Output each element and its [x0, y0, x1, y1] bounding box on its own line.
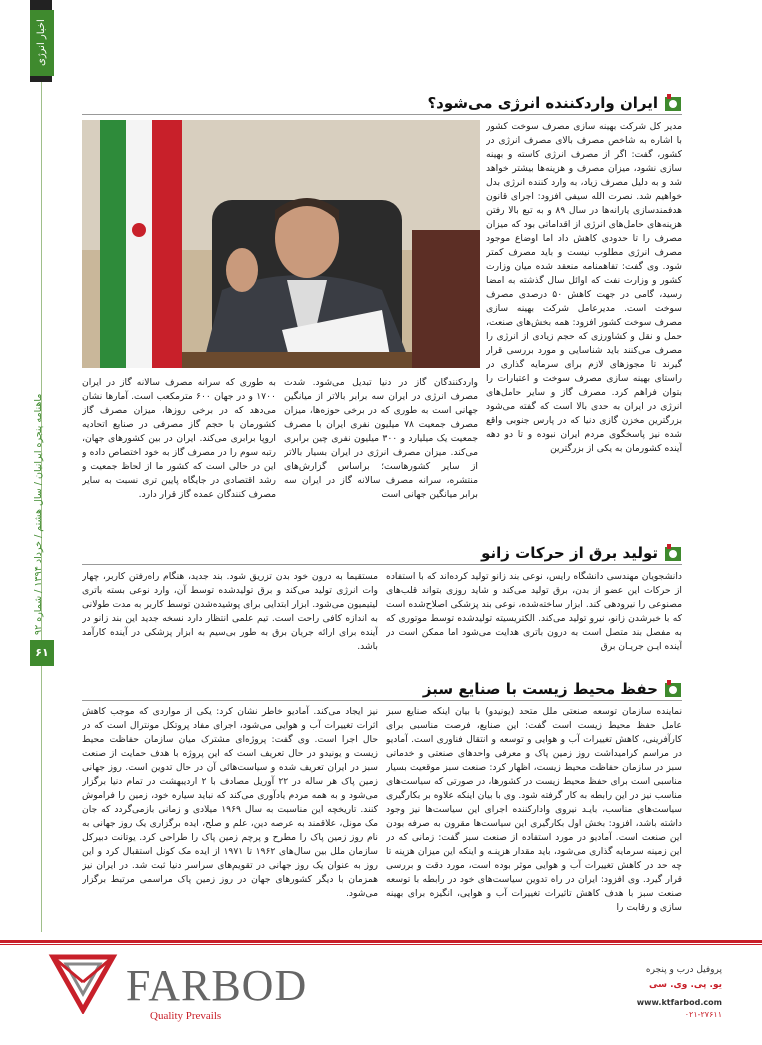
ad-phone: ۰۲۱-۲۷۶۱۱ [684, 1010, 722, 1019]
article-1-column-middle: واردکنندگان گاز در دنیا تبدیل می‌شود. شدت مصرف انرژی در ایران سه برابر بالاتر از میانگین جهانی است به طوری که در برخی حوزه‌ها، میزان مصرف جمعیت ۷۸ میلیون نفری ایران با مصرف جمعیت یک میلیارد و ۳۰۰ میلیون نفری چین برابری می‌کند. میزان مصرف انرژی در ایران بسیار بالاتر از سایر کشورهاست؛ براساس گزارش‌های منتشره، سرانه مصرف سالانه گاز در ایران سه برابر میانگین جهانی است [284, 377, 478, 500]
article-1-column-right: مدیر کل شرکت بهینه سازی مصرف سوخت کشور با اشاره به شاخص مصرف بالای مصرف انرژی در کشور، گفت: اگر از مصرف انرژی کاسته و بهینه سازی نشود، میزان مصرف و هزینه‌ها بیشتر خواهد شد و به دلیل مصرف زیاد، به وارد کننده انرژی بدل خواهیم شد. نصرت الله سیفی افزود: اجرای قانون هدفمندسازی یارانه‌ها در سال ۸۹ و به تبع بالا رفتن هزینه‌های حامل‌های انرژی از اقداماتی بود که میزان مصرف را تا حدودی کاهش داد اما اوضاع موجود مصرف انرژی مطلوب نیست و باید مصرف کمتر شود. وی گفت: تفاهمنامه منعقد شده میان وزارت کشور و وزارت نفت که اوائل سال گذشته به امضا رسید، گامی در جهت کاهش ۵۰ درصدی مصرف سوخت است. مدیرعامل شرکت بهینه سازی مصرف سوخت کشور افزود: همه بخش‌های صنعت، حمل و نقل و کشاورزی که حجم زیادی از انرژی را مصرف می‌کنند باید شناسایی و مورد بررسی قرار گیرند تا مجوزهای لازم برای سرمایه گذاری در راستای بهینه سازی مصرف سوخت و اعتبارات را بتوان فراهم کرد. مصرف گاز و سایر حامل‌های انرژی در ایران به حدی بالا است که گفته می‌شود بزرگترین مخزن گازی دنیا که در پارس جنوبی واقع شده نیز پاسخگوی مردم ایران نبوده و تا دو دهه آینده کشورمان به یکی از بزرگترین [486, 121, 682, 454]
article-1-title: ایران واردکننده انرژی می‌شود؟ [427, 94, 658, 112]
article-2-column-right: دانشجویان مهندسی دانشگاه رایس، نوعی بند زانو تولید کرده‌اند که با استفاده از حرکات این عضو از بدن، برق تولید می‌کند و شاید روزی بتواند قلب‌های مصنوعی را نیرودهی کند. ابزار ساخته‌شده، نوعی بند پزشکی اصلاح‌شده است که با خبرشدن زانو، نیرو تولید می‌کند. الکتریسیته تولیدشده توسط موتوری که به مفصل بند متصل است به درون باتری هدایت می‌شود اما ممکن است در آینده ایـن جریـان برق [386, 571, 682, 652]
footer-red-rule [0, 940, 762, 943]
article-3-column-right: نماینده سازمان توسعه صنعتی ملل متحد (یونیدو) با بیان اینکه صنایع سبز عامل حفظ محیط زیست است گفت: این صنایع، فرصت مناسبی برای کارآفرینی، کاهش تغییرات آب و هوایی و توسعه و انتقال فناوری است. آمادیو در مراسم کرامیداشت روز زمین پاک و معرفی واحدهای صنعتی و خدماتی سبز در سازمان حفاظت محیط زیست، اظهار کرد: صنعت سبز موقعیت بسیار مناسبی است برای حفظ محیط زیست در کشورها، در صورتی که سیاست‌های مناسب نیز در این رابطه به کار گرفته شود. وی با بیان اینکه علاوه بر بکارگیری سیاست‌های مناسب، بایـد نیروی واداركننده اجرای این سیاست‌ها نیز وجود داشته باشد، افزود: بخش اول بکارگیری این سیاست‌ها مقرون به صرفه بودن این صنعت است. آمادیو در مورد استفاده از صنعت سبز گفت: زمانی که در این زمینه سرمایه گذاری می‌شود، باید مقدار هزینـه و اینکه این میزان هزینه تا چه حد در کاهش تغییرات آب و هوایی موثر بوده است، مورد دقت و بررسی قرار گیرد. وی افزود: ایران در راه تدوین سیاست‌های خود در رابطه با توسعه صنعت سبز با هدف کاهش تاثیرات تغییرات آب و هوایی، انگیزه برای بهینه سازی و رقابت را [386, 706, 682, 913]
article-2-rule [82, 564, 682, 565]
article-2-heading [420, 544, 682, 562]
farbod-logo-icon [48, 952, 118, 1014]
page-number: ۶۱ [30, 640, 54, 666]
article-marker-icon [664, 544, 682, 562]
footer-red-rule-thin [0, 944, 762, 945]
brand-slogan: Quality Prevails [150, 1010, 222, 1022]
article-1-rule [82, 114, 682, 115]
article-marker-icon [664, 680, 682, 698]
article-1-column-left: به طوری که سرانه مصرف سالانه گاز در ایران ۱۷۰۰ و در جهان ۶۰۰ مترمکعب است. آمارها نشان می‌دهد که در برخی روزها، میزان مصرف گاز کشورمان با حجم گاز مصرفی در صنایع اتحادیه اروپا برابری می‌کند. ایران در بین کشورهای جهان، رتبه سوم را در مصرف گاز به خود اختصاص داده و این در حالی است که کشور ما از لحاظ جمعیت و رشد اقتصادی در جایگاه پایین تری نسبت به سایر مصرف کنندگان عمده گاز قرار دارد. [82, 377, 276, 500]
article-3-title: حفظ محیط زیست با صنایع سبز [422, 680, 658, 698]
article-2-title: تولید برق از حرکات زانو [481, 544, 658, 562]
article-3-rule [82, 700, 682, 701]
ad-product-line: پروفیل درب و پنجره [645, 965, 722, 975]
article-marker-icon [664, 94, 682, 112]
article-3-column-left: نیز ایجاد می‌کند. آمادیو خاطر نشان کرد: یکی از مواردی که موجب کاهش اثرات تغییرات آب و هوایی می‌شود، اجرای مفاد پروتکل مونترال است که در حال اجرا است. وی گفت: پروژه‌ای مشترک میان سازمان حفاظت محیط زیست و یونیدو در حال تعریف است که این پروژه با هدف حمایت از صنعت سبز در ایران تعریف شده و سیاست‌هائی آن در حال تدوین است. روز جهانی زمین پاک هر ساله در ۲۲ آوریل مصادف با ۲ اردیبهشت در تمام دنیا برگزار می‌شود و به همه مردم یادآوری می‌کند که نباید سیاره خود، زمین را فراموش کنند. تاریخچه این مناسبت به سال ۱۹۶۹ میلادی و زمانی بازمی‌گردد که جان مک مونل، علاقمند به عرصه دین، علم و صلح، ایده برگزاری یک روز جهانی به نام روز زمین پاک را مطرح و پرچم زمین پاک را طراحی کرد. یوتانت دبیرکل سازمان ملل بین سال‌های ۱۹۶۲ تا ۱۹۷۱ از ایده مک کونل استقبال کرد و این روز به عنوان یک روز جهانی در تقویم‌های سراسر دنیا ثبت شد. در ایران نیز همزمان با دیگر کشورهای جهان در روز زمین پاک مراسمی مرتبط برگزار می‌شود. [82, 706, 378, 899]
brand-name: FARBOD [126, 961, 308, 1010]
article-1-photo [82, 120, 480, 368]
ad-website[interactable]: www.ktfarbod.com [636, 998, 722, 1007]
article-3-heading [420, 680, 682, 698]
article-2-column-left: مستقیما به درون خود بدن تزریق شود. بند جدید، هنگام راه‌رفتن کاربر، چهار وات انرژی تولید می‌کند و برق تولیدشده توسط آن، وارد نوعی بسته باتری لیتیمیون می‌شود. ابزار ابتدایی برای پوشیده‌شدن توسط کاربر به مدت طولانی به اندازه کافی راحت است. تیم علمی انتظار دارد نسخه جدید این بند زانو در آینده برای ارائه جریان برق به طور بی‌سیم به ابزار پزشکی در آینده کارآمد باشد. [82, 571, 378, 652]
issue-label: ماهنامه پنجره ایرانیان / سال هشتم / خرداد ۱۳۹۴ / شماره ۹۲ [33, 393, 44, 635]
official-portrait-image [82, 120, 480, 368]
section-tab: اخبار انرژی [30, 10, 54, 76]
article-1-heading [420, 94, 682, 112]
ad-product-type: یو. پی. وی. سی [649, 980, 722, 990]
